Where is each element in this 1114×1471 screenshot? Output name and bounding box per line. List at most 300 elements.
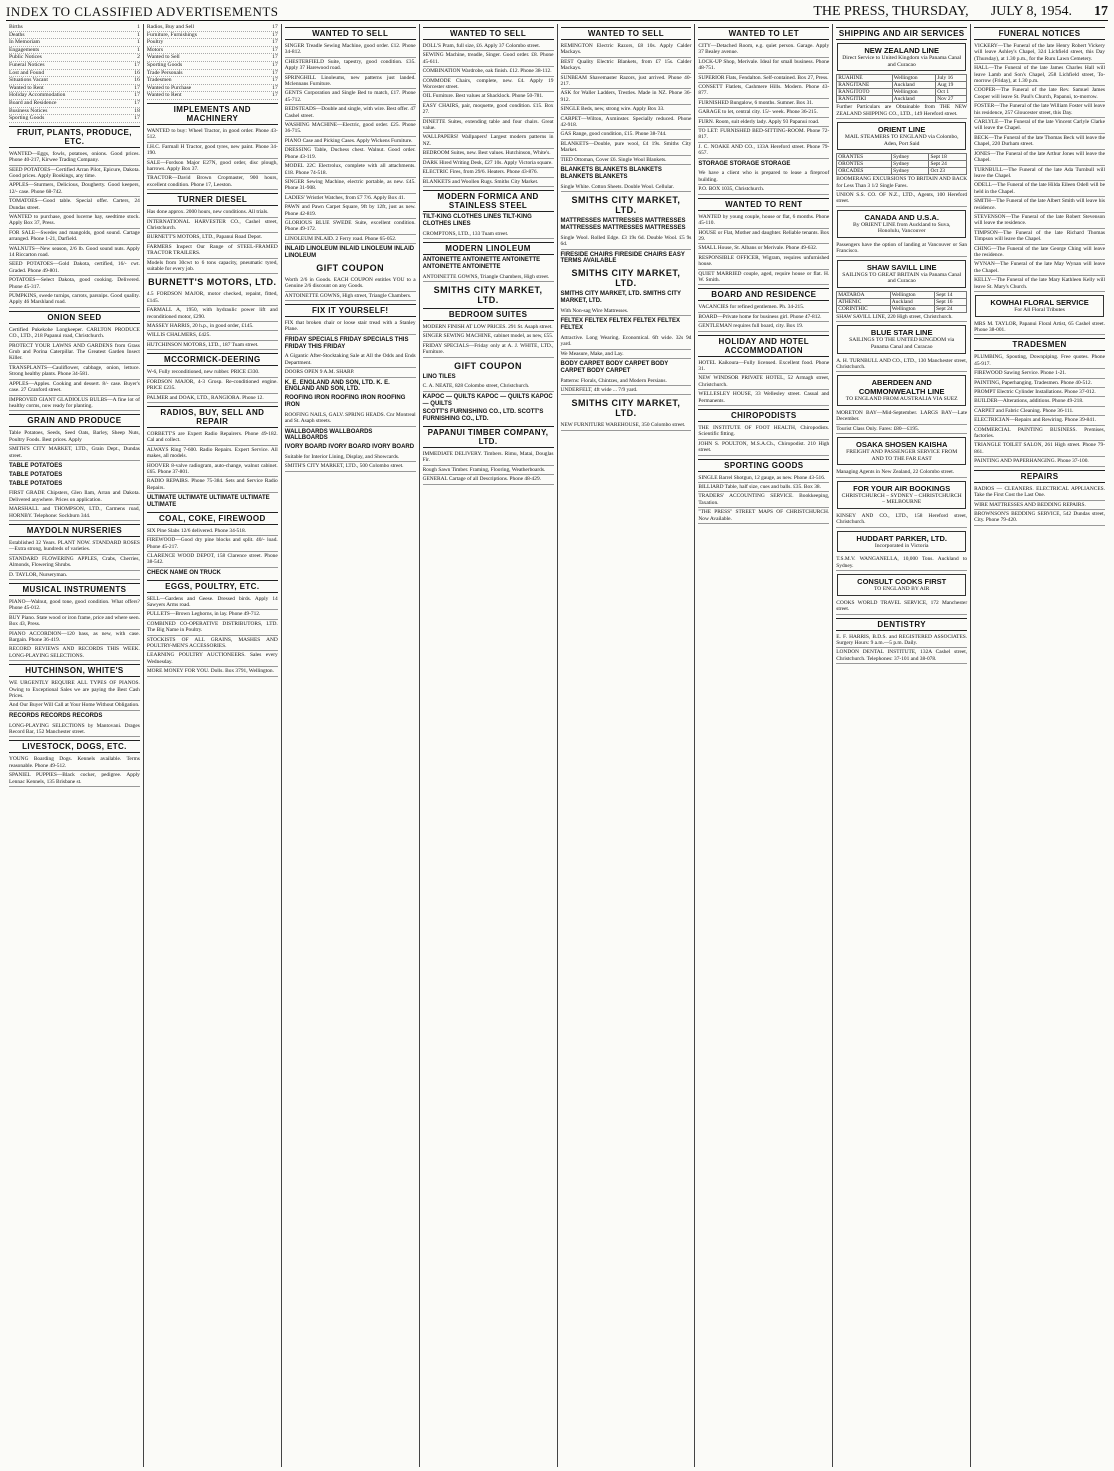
classified-ad: PROMPT Electric Cylinder Installations. Phone 37-012. — [974, 388, 1105, 397]
classified-ad: SMITH'S CITY MARKET, LTD., 500 Colombo street. — [285, 462, 416, 471]
index-entry — [147, 54, 278, 62]
classified-ad: GENERAL Cartage of all Descriptions. Phone 48-429. — [423, 475, 554, 484]
classified-ad: ALWAYS Ring 7-600. Radio Repairs. Expert Service. All makes, all models. — [147, 446, 278, 462]
advertiser-name: SMITHS CITY MARKET, LTD. — [433, 284, 543, 305]
classified-ad: TURNBULL—The Funeral of the late Ada Turnbull will leave the Chapel. — [974, 166, 1105, 182]
advertiser-name: SMITHS CITY MARKET, LTD. — [571, 398, 681, 419]
classified-ad: WANTED to purchase, good lucerne hay, seedtime stock. Apply Box 37, Press. — [9, 213, 140, 229]
section-heading: SHIPPING AND AIR SERVICES — [836, 27, 967, 40]
classified-ad: BLANKETS and Woollen Rugs. Smiths City Market. — [423, 178, 554, 187]
classified-ad: A Gigantic After-Stocktaking Sale at All the Odds and Ends Department. — [285, 352, 416, 368]
classified-ad: LINOLEUM INLAID. 2 Ferry road. Phone 65-052. — [285, 235, 416, 244]
index-page: 16 — [134, 77, 140, 84]
display-ad-line: TILT-KING CLOTHES LINES TILT-KING CLOTHES LINES — [422, 213, 532, 227]
sailing-row — [837, 96, 967, 103]
column-3 — [282, 24, 420, 1467]
classified-ad: BUY Piano. State wood or iron frame, price and where seen. Box 43, Press. — [9, 614, 140, 630]
index-entry — [9, 62, 140, 70]
section-heading: REPAIRS — [974, 470, 1105, 483]
boxed-ad — [837, 531, 966, 553]
index-label: Trade Personals — [146, 69, 183, 76]
column-4 — [420, 24, 558, 1467]
classified-ad: Single Wool. Rolled Edge. £3 19s 6d. Double Wool. £5 9s 6d. — [561, 234, 692, 250]
boxed-ad-heading: HUDDART PARKER, LTD. — [856, 533, 947, 543]
publication-name: THE PRESS, THURSDAY, — [813, 4, 969, 19]
classified-ad: COMBINED CO-OPERATIVE DISTRIBUTORS, LTD. The Big Name in Poultry. — [147, 620, 278, 636]
classified-ad: THE INSTITUTE OF FOOT HEALTH, Chiropodists. Scientific fitting. — [698, 424, 829, 440]
display-ad-line: TABLE POTATOES — [9, 471, 63, 478]
classified-ad: LONG-PLAYING SELECTIONS by Mantovani. Drages Record Bar, 152 Manchester street. — [9, 722, 140, 738]
classified-ad: SMITH—The Funeral of the late Albert Smith will leave his residence. — [974, 197, 1105, 213]
section-heading: EGGS, POULTRY, ETC. — [147, 580, 278, 593]
classified-ad: WE URGENTLY REQUIRE ALL TYPES OF PIANOS. Owing to Exceptional Sales we are paying the Best Cash Prices. — [9, 679, 140, 701]
classified-ad: DOORS OPEN 9 A.M. SHARP. — [285, 368, 416, 377]
column-1 — [6, 24, 144, 1467]
sailing-cell: Sydney — [892, 168, 929, 175]
index-page: 17 — [272, 39, 278, 46]
classified-ad: SHAW SAVILL LINE, 220 High street, Christchurch. — [836, 313, 967, 322]
classified-ad: PIANO ACCORDION—120 bass, as new, with case. Bargain. Phone 36-419. — [9, 630, 140, 646]
index-entry — [9, 47, 140, 55]
section-heading: FIX IT YOURSELF! — [285, 304, 416, 317]
boxed-ad-body: FREIGHT AND PASSENGER SERVICE FROM AND TO THE FAR EAST — [846, 449, 958, 462]
index-entry — [9, 39, 140, 47]
classified-ad: GARAGE to let, central city. 15/- week. Phone 36-215. — [698, 108, 829, 117]
section-heading: BEDROOM SUITES — [423, 308, 554, 321]
classified-ad: MASSEY HARRIS, 20 h.p., in good order, £145. — [147, 322, 278, 331]
classified-ad: SEED POTATOES—Gold Dakota, certified, 16/- cwt. Graded. Phone 49-801. — [9, 260, 140, 276]
classified-ad: INTERNATIONAL HARVESTER CO., Cashel street, Christchurch. — [147, 218, 278, 234]
classified-ad: CARPET—Wilton, Axminster. Specially reduced. Phone 42-918. — [561, 115, 692, 131]
sailing-cell: July 16 — [936, 75, 967, 82]
index-page: 18 — [134, 107, 140, 114]
classified-ad: SMITH'S CITY MARKET, LTD., Grain Dept., Dundas street. — [9, 445, 140, 461]
classified-ad: HOTEL Kaikoura—Fully licensed. Excellent food. Phone 31. — [698, 359, 829, 375]
classified-ad: JOHN S. POULTON, M.S.A.Ch., Chiropodist. 210 High street. — [698, 440, 829, 456]
index-heading: INDEX TO CLASSIFIED ADVERTISEMENTS — [6, 4, 279, 19]
classified-ad: COOPER—The Funeral of the late Rev. Samuel James Cooper will leave St. Paul's Church, Papanui, to-morrow. — [974, 86, 1105, 102]
index-page: 2 — [137, 54, 140, 61]
section-heading: RADIOS, BUY, SELL AND REPAIR — [147, 406, 278, 428]
classified-ad: FIRST GRADE Chipsters, Glen Ilam, Arran and Dakota. Delivered anywhere. Prices on application. — [9, 489, 140, 505]
sailing-cell: Sept 24 — [935, 306, 967, 313]
sailing-cell: Wellington — [892, 89, 935, 96]
classified-ad: GENTLEMAN requires full board, city. Box 19. — [698, 322, 829, 331]
sailing-cell: Sydney — [892, 154, 929, 161]
classified-ad: TO LET: FURNISHED BED-SITTING-ROOM. Phone 72-817. — [698, 127, 829, 143]
index-label: Business Notices — [9, 107, 48, 114]
classified-ad: FORDSON MAJOR, 4-3 Grosp. Re-conditioned engine. PRICE £235. — [147, 378, 278, 394]
classified-ad: VACANCIES for refined gentlemen. Ph. 34-215. — [698, 303, 829, 312]
sailing-cell: Sydney — [892, 161, 929, 168]
classified-columns — [6, 24, 1108, 1467]
sailing-table — [836, 291, 967, 313]
classified-ad: 4.5 FORDSON MAJOR, motor checked, repaint, fitted, £145. — [147, 290, 278, 306]
boxed-ad — [837, 437, 966, 465]
classified-ad: KINSEY AND CO., LTD., 158 Hereford street, Christchurch. — [836, 512, 967, 528]
index-entry — [9, 32, 140, 40]
classified-ad: FIX that broken chair or loose stair tread with a Stanley Plane. — [285, 319, 416, 335]
section-heading: IMPLEMENTS AND MACHINERY — [147, 103, 278, 125]
sailing-cell: MATAROA — [837, 292, 891, 299]
sailing-cell: Wellington — [890, 306, 934, 313]
index-entry — [9, 70, 140, 78]
boxed-ad-body: SAILINGS TO GREAT BRITAIN via Panama Canal and Curacao — [842, 271, 962, 285]
boxed-ad — [837, 325, 966, 353]
classified-ad: YOUNG Boarding Dogs. Kennels available. Terms reasonable. Phone 49-512. — [9, 755, 140, 771]
display-ad-line: RECORDS RECORDS RECORDS — [9, 712, 103, 719]
classified-ad: PULLETS—Brown Leghorns, in lay. Phone 49-712. — [147, 610, 278, 619]
classified-ad: ANTOINETTE GOWNS, High street, Triangle Chambers. — [285, 292, 416, 301]
classified-ad: BEST Quality Electric Blankets, from £7 15s. Calder Mackays. — [561, 58, 692, 74]
sailing-cell: Nov 27 — [936, 96, 967, 103]
sailing-row — [837, 75, 967, 82]
boxed-ad-heading: FOR YOUR AIR BOOKINGS — [853, 483, 951, 493]
index-page: 17 — [134, 115, 140, 122]
classified-ad: SEWING Machine, treadle, Singer. Good order. £8. Phone 45-611. — [423, 51, 554, 67]
index-entry — [147, 62, 278, 70]
page-number: 17 — [1094, 4, 1108, 19]
index-entry — [147, 32, 278, 40]
section-heading: CHIROPODISTS — [698, 409, 829, 422]
boxed-ad-heading: CANADA AND U.S.A. — [864, 212, 939, 222]
classified-ad: WANTED to buy: Wheel Tractor, in good order. Phone 43-512. — [147, 127, 278, 143]
sailing-cell: RANGITIKI — [837, 96, 893, 103]
classified-ad: PIANO—Walnut, good tone, good condition. What offers? Phone 45-012. — [9, 598, 140, 614]
boxed-ad — [837, 260, 966, 288]
index-entry — [9, 77, 140, 85]
display-ad-line: TABLE POTATOES — [9, 462, 63, 469]
classified-ad: SINGLE Beds, new, strong wire. Apply Box 33. — [561, 105, 692, 114]
classified-index — [147, 24, 278, 100]
classified-ad: WANTED—Eggs, fowls, potatoes, onions. Good prices. Phone 40-217, Kirwee Trading Company. — [9, 150, 140, 166]
classified-ad: SIX Pine Slabs 12/6 delivered. Phone 34-518. — [147, 527, 278, 536]
classified-ad: OIL Furniture. Best values at Shacklock. Phone 50-781. — [423, 92, 554, 101]
boxed-ad-heading: CONSULT COOKS FIRST — [857, 577, 947, 587]
index-page: 17 — [134, 99, 140, 106]
classified-ad: FARMALL A, 1950, with hydraulic power lift and reconditioned motor, £290. — [147, 306, 278, 322]
index-page: 17 — [272, 31, 278, 38]
classified-ad: SEED POTATOES—Certified Arran Pilot, Epicure, Dakota. Good prices. Apply Bookings, any time. — [9, 166, 140, 182]
boxed-ad-body: MAIL STEAMERS TO ENGLAND via Colombo, Aden, Port Said — [844, 134, 959, 147]
boxed-ad-heading: KOWHAI FLORAL SERVICE — [990, 298, 1089, 307]
index-page: 17 — [272, 84, 278, 91]
boxed-ad — [837, 210, 966, 238]
classified-ad: STEVENSON—The Funeral of the late Robert Stevenson will leave the residence. — [974, 213, 1105, 229]
classified-ad: BOOMERANG EXCURSIONS TO BRITAIN AND BACK for Less Than 3 1/2 Single Fares. — [836, 175, 967, 191]
boxed-ad — [837, 481, 966, 509]
classified-ad: T.S.M.V. WANGANELLA, 10,000 Tons. Auckland to Sydney. — [836, 555, 967, 571]
sailing-row — [837, 292, 967, 299]
classified-ad: And Our Buyer Will Call at Your Home Without Obligation. — [9, 701, 140, 710]
classified-ad: CROMPTONS, LTD., 133 Tuam street. — [423, 230, 554, 239]
index-label: In Memoriam — [9, 39, 40, 46]
sailing-cell: Wellington — [892, 75, 935, 82]
section-heading: GRAIN AND PRODUCE — [9, 414, 140, 427]
classified-ad: GLORIOUS BLUE SWEDE Suite, excellent condition. Phone 49-172. — [285, 219, 416, 235]
classified-ad: FURNISHED Bungalow, 6 months. Sumner. Box 31. — [698, 99, 829, 108]
classified-ad: POTATOES—Select Dakota, good cooking. Delivered. Phone 45-317. — [9, 276, 140, 292]
section-heading: WANTED TO RENT — [698, 198, 829, 211]
index-page: 17 — [272, 54, 278, 61]
boxed-ad-body: Incorporated in Victoria — [874, 542, 929, 549]
classified-ad: Tourist Class Only. Fares: £80—£195. — [836, 425, 967, 434]
sailing-cell: ORONTES — [837, 161, 892, 168]
classified-ad: STOCKISTS OF ALL GRAINS, MASHES AND POULTRY-MEN'S ACCESSORIES. — [147, 636, 278, 652]
section-heading: HOLIDAY AND HOTEL ACCOMMODATION — [698, 335, 829, 357]
boxed-ad — [837, 375, 966, 406]
classified-ad: APPLES—Sturmers, Delicious, Dougherty. Good keepers, 12/- case. Phone 68-742. — [9, 181, 140, 197]
boxed-ad-body: For All Floral Tributes — [1014, 307, 1065, 313]
classified-ad: MORETON BAY—Mid-September. LARGS BAY—Late December. — [836, 409, 967, 425]
display-ad-line: SMITHS CITY MARKET, LTD. SMITHS CITY MARKET, LTD. — [560, 291, 681, 304]
classified-ad: HUTCHINSON MOTORS, LTD., 187 Tuam street. — [147, 341, 278, 350]
boxed-ad — [837, 574, 966, 596]
index-label: Wanted to Rent — [146, 92, 182, 99]
display-ad-line: INLAID LINOLEUM INLAID LINOLEUM INLAID LINOLEUM — [284, 246, 415, 259]
classified-ad: FOR SALE—Swedes and mangolds, good sound. Cartage arranged. Phone 1-21, Darfield. — [9, 229, 140, 245]
classified-ad: PAINTING AND PAPERHANGING. Phone 37-100. — [974, 457, 1105, 466]
sailing-row — [837, 161, 967, 168]
column-6 — [695, 24, 833, 1467]
classified-ad: Patterns: Florals, Chintzes, and Modern Persians. — [561, 377, 692, 386]
advertiser-name: SMITHS CITY MARKET, LTD. — [571, 195, 681, 216]
classified-ad: Models from 30cwt to 6 tons capacity, pneumatic tyred, suitable for every job. — [147, 259, 278, 275]
boxed-ad-body: TO ENGLAND BY AIR — [873, 586, 930, 593]
index-label: Public Notices — [9, 54, 42, 61]
classified-ad: NEW WINDSOR PRIVATE HOTEL, 52 Armagh street, Christchurch. — [698, 374, 829, 390]
classified-ad: RESPONSIBLE OFFICER, Wigram, requires unfurnished house. — [698, 254, 829, 270]
classified-ad: ROOFING NAILS, GALV. SPRING HEADS. Cnr Montreal and St. Asaph streets. — [285, 411, 416, 427]
sailing-cell: Auckland — [892, 82, 935, 89]
classified-ad: STANDARD FLOWERING APPLES, Crabs, Cherries, Almonds, Flowering Shrubs. — [9, 555, 140, 571]
index-page: 1 — [137, 46, 140, 53]
classified-ad: Worth 2/6 in Goods. EACH COUPON entitles YOU to a Genuine 2/6 discount on any Goods. — [285, 276, 416, 292]
sailing-cell: ORANTES — [837, 154, 892, 161]
classified-ad: APPLES—Apples. Cooking and dessert. 8/- case. Buyer's case. 27 Cranford street. — [9, 380, 140, 396]
classified-ad: DOLL'S Pram, full size, £6. Apply 37 Colombo street. — [423, 42, 554, 51]
index-entry — [147, 39, 278, 47]
classified-ad: QUIET MARRIED couple, aged, require house or flat. H. W. Smith. — [698, 270, 829, 286]
index-page: 17 — [272, 46, 278, 53]
classified-ad: Single White. Cotton Sheets. Double Wool. Cellular. — [561, 183, 692, 192]
classified-ad: W-6, Fully reconditioned, new rubber. PRICE £330. — [147, 368, 278, 377]
classified-ad: PIANO Case and Picking Cases. Apply Wickens Furniture. — [285, 137, 416, 146]
index-entry — [147, 77, 278, 85]
classified-ad: UNION S.S. CO. OF N.Z., LTD., Agents, 100 Hereford street. — [836, 191, 967, 207]
section-heading: DENTISTRY — [836, 618, 967, 631]
classified-ad: SPANIEL PUPPIES—Black cocker, pedigree. Apply Lennac Kennels, 135 Brisbane st. — [9, 771, 140, 787]
classified-ad: FIREWOOD Sawing Service. Phone 1-21. — [974, 369, 1105, 378]
classified-ad: VICKERY—The Funeral of the late Henry Robert Vickery will leave Ashley's Chapel, 324 Lichfield street, this Day (Thursday), at 1.30 p.m., for the Ruru Lawn Cemetery. — [974, 42, 1105, 64]
boxed-ad-body: By ORIENT LINE from Auckland to Suva, Honolulu, Vancouver — [853, 221, 951, 235]
sailing-cell: ATHENIC — [837, 299, 891, 306]
classified-ad: WASHING MACHINE—Electric, good order. £25. Phone 36-715. — [285, 121, 416, 137]
classified-ad: COMMERCIAL PAINTING BUSINESS. Premises, factories. — [974, 426, 1105, 442]
classified-ad: BILLIARD Table, half size, cues and balls. £35. Box 38. — [698, 483, 829, 492]
classified-ad: DINETTE Suites, extending table and four chairs. Great value. — [423, 118, 554, 134]
classified-ad: IMPROVED GIANT GLADIOLUS BULBS—A fine lot of healthy corms, now ready for planting. — [9, 396, 140, 412]
classified-ad: MODEL 22C Electrolux, complete with all attachments. £18. Phone 74-518. — [285, 162, 416, 178]
section-heading: PAPANUI TIMBER COMPANY, LTD. — [423, 426, 554, 448]
classified-ad: BUILDER—Alterations, additions. Phone 49-218. — [974, 397, 1105, 406]
classified-ad: LEARNING POULTRY AUCTIONEERS. Sales every Wednesday. — [147, 651, 278, 667]
classified-ad: HOUSE or Flat, Mother and daughter. Reliable tenants. Box 29. — [698, 229, 829, 245]
index-label: Board and Residence — [9, 99, 57, 106]
classified-ad: COOKS WORLD TRAVEL SERVICE, 172 Manchester street. — [836, 599, 967, 615]
classified-ad: Further Particulars are Obtainable from THE NEW ZEALAND SHIPPING CO., LTD., 149 Hereford street. — [836, 103, 967, 119]
section-heading: LIVESTOCK, DOGS, ETC. — [9, 740, 140, 753]
classified-ad: MODERN FINISH AT LOW PRICES. 291 St. Asaph street. — [423, 323, 554, 332]
display-ad-line: CHECK NAME ON TRUCK — [146, 569, 221, 576]
classified-ad: With Non-sag Wire Mattresses. — [561, 307, 692, 316]
sailing-cell: Sept 18 — [929, 154, 967, 161]
classified-ad: Certified Pukekohe Longkeeper. CARLTON PRODUCE CO., LTD., 218 Papanui road, Christchurch. — [9, 326, 140, 342]
index-entry — [147, 85, 278, 93]
display-ad-line: FELTEX FELTEX FELTEX FELTEX FELTEX FELTEX — [560, 318, 680, 331]
classified-ad: SUPERIOR Flats, Fendalton. Self-contained. Box 27, Press. — [698, 74, 829, 83]
classified-ad: We Measure, Make, and Lay. — [561, 350, 692, 359]
index-page: 17 — [272, 92, 278, 99]
index-page: 1 — [137, 39, 140, 46]
classified-ad: BURNETT'S MOTORS, LTD., Papanui Road Depot. — [147, 233, 278, 242]
index-label: Funeral Notices — [9, 61, 45, 68]
sailing-cell: RANGITOTO — [837, 89, 893, 96]
classified-ad: Established 32 Years. PLANT NOW. STANDARD ROSES—Extra strong, hundreds of varieties. — [9, 539, 140, 555]
section-heading: BOARD AND RESIDENCE — [698, 288, 829, 301]
classified-ad: Managing Agents in New Zealand, 22 Colombo street. — [836, 468, 967, 477]
classified-ad: DARK Hired Writing Desk, £27 10s. Apply Victoria square. — [423, 159, 554, 168]
index-entry — [147, 70, 278, 78]
classified-ad: Has done approx. 2000 hours, new conditions. All trials. — [147, 208, 278, 217]
display-ad-line: MATTRESSES MATTRESSES MATTRESSES MATTRESSES MATTRESSES MATTRESSES — [560, 218, 686, 231]
classified-ad: WILLIS CHALMERS, £425. — [147, 331, 278, 340]
display-ad-line: BODY CARPET BODY CARPET BODY CARPET BODY CARPET — [560, 360, 669, 374]
display-ad-line: KAPOC — QUILTS KAPOC — QUILTS KAPOC — QUILTS — [422, 393, 553, 407]
classified-ad: Passengers have the option of landing at Vancouver or San Francisco. — [836, 241, 967, 257]
section-heading: MUSICAL INSTRUMENTS — [9, 583, 140, 596]
classified-index — [9, 24, 140, 123]
classified-ad: BROWNSON'S BEDDING SERVICE, 542 Dundas street, City. Phone 79-420. — [974, 510, 1105, 526]
index-page: 17 — [272, 77, 278, 84]
sailing-row — [837, 306, 967, 313]
index-label: Sporting Goods — [9, 115, 45, 122]
index-label: Wanted to Rent — [9, 84, 44, 91]
classified-ad: TOMATOES—Good table. Special offer. Carters, 24 Dundas street. — [9, 197, 140, 213]
classified-ad: COMMODE Chairs, complete, new. £4. Apply 19 Worcester street. — [423, 77, 554, 93]
classified-ad: Suitable for Interior Lining, Display, and Showcards. — [285, 453, 416, 462]
section-heading: TRADESMEN — [974, 338, 1105, 351]
classified-ad: SALE—Fordson Major E27N, good order, disc plough, harrows. Apply Box 37. — [147, 159, 278, 175]
classified-ad: KELLY—The Funeral of the late Mary Kathleen Kelly will leave St. Mary's Church. — [974, 276, 1105, 292]
classified-ad: GAS Range, good condition, £15. Phone 38-744. — [561, 130, 692, 139]
section-heading: WANTED TO SELL — [423, 27, 554, 40]
index-entry — [147, 24, 278, 32]
classified-ad: BEDROOM Suites, new. Best values. Hutchinson, White's. — [423, 149, 554, 158]
index-entry — [9, 85, 140, 93]
classified-ad: PUMPKINS, swede turnips, carrots, parsnips. Good quality. Apply 46 Marshland road. — [9, 292, 140, 308]
section-heading: MCCORMICK-DEERING — [147, 353, 278, 366]
classified-ad: ASK for Waller Ladders, Trestles. Made in NZ. Phone 36-912. — [561, 89, 692, 105]
column-5 — [558, 24, 696, 1467]
section-heading: MAYDOLN NURSERIES — [9, 524, 140, 537]
classified-ad: DRESSING Table, Duchess chest. Walnut. Good order. Phone 43-119. — [285, 146, 416, 162]
classified-ad: WALNUTS—New season, 2/6 lb. Good sound nuts. Apply 14 Riccarton road. — [9, 245, 140, 261]
section-heading: COAL, COKE, FIREWOOD — [147, 512, 278, 525]
classified-ad: CLARENCE WOOD DEPOT, 158 Clarence street. Phone 38-542. — [147, 552, 278, 568]
classified-ad: PAINTING, Paperhanging. Tradesmen. Phone 40-512. — [974, 379, 1105, 388]
sailing-cell: Auckland — [892, 96, 935, 103]
display-ad-line: STORAGE STORAGE STORAGE — [698, 160, 791, 167]
column-2 — [144, 24, 282, 1467]
classified-ad: Rough Sawn Timber. Framing, Flooring, Weatherboards. — [423, 466, 554, 475]
classified-ad: C. A. NEATE, 828 Colombo street, Christchurch. — [423, 382, 554, 391]
sailing-cell: Auckland — [890, 299, 934, 306]
index-entry — [147, 47, 278, 55]
classified-ad: WYNAN—The Funeral of the late May Wynan will leave the Chapel. — [974, 260, 1105, 276]
classified-ad: CORBETT'S are Expert Radio Repairers. Phone 49-182. Cal and collect. — [147, 430, 278, 446]
index-page: 17 — [272, 61, 278, 68]
display-ad-line: TABLE POTATOES — [9, 480, 63, 487]
display-ad-line: ROOFING IRON ROOFING IRON ROOFING IRON — [284, 395, 406, 408]
classified-ad: CHING—The Funeral of the late George Ching will leave the residence. — [974, 245, 1105, 261]
section-heading: MODERN FORMICA AND STAINLESS STEEL — [423, 190, 554, 212]
advertiser-name: BURNETT'S MOTORS, LTD. — [148, 277, 277, 288]
classified-ad: E. F. HARRIS, B.D.S. and REGISTERED ASSOCIATES. Surgery Hours: 9 a.m.—5 p.m. Daily. — [836, 633, 967, 649]
index-page: 16 — [134, 69, 140, 76]
index-entry — [147, 92, 278, 100]
sailing-cell: Oct 1 — [936, 89, 967, 96]
index-page: 17 — [272, 24, 278, 30]
classified-ad: ODELL—The Funeral of the late Hilda Eileen Odell will be held in the Chapel. — [974, 181, 1105, 197]
classified-ad: SINGER SEWING MACHINE, cabinet model, as new, £55. — [423, 332, 554, 341]
index-label: Engagements — [9, 46, 40, 53]
classified-ad: TIMPSON—The Funeral of the late Richard Thomas Timpson will leave the Chapel. — [974, 229, 1105, 245]
boxed-ad-heading: ORIENT LINE — [877, 125, 926, 134]
advertiser-name: GIFT COUPON — [454, 360, 523, 371]
index-page: 17 — [272, 69, 278, 76]
sailing-cell: RANGITANE — [837, 82, 893, 89]
classified-ad: CARLYLE—The Funeral of the late Vincent Carlyle Clarke will leave the Chapel. — [974, 118, 1105, 134]
classified-ad: "THE PRESS" STREET MAPS OF CHRISTCHURCH. Now Available. — [698, 508, 829, 524]
classified-ad: PALMER and DOAK, LTD., RANGIORA. Phone 12. — [147, 394, 278, 403]
index-page: 17 — [134, 61, 140, 68]
advertiser-name: SMITHS CITY MARKET, LTD. — [571, 268, 681, 289]
classified-ad: MORE MONEY FOR YOU. Dolls. Box 3791, Wellington. — [147, 667, 278, 676]
sailing-row — [837, 299, 967, 306]
sailing-table — [836, 74, 967, 103]
sailing-row — [837, 168, 967, 175]
boxed-ad-heading: BLUE STAR LINE — [870, 328, 933, 338]
classified-ad: BEDSTEADS—Double and single, with wire. Best offer. 47 Cashel street. — [285, 105, 416, 121]
sailing-cell: Wellington — [890, 292, 934, 299]
classified-ad: CITY—Detached Room, e.g. quiet person. Garage. Apply 37 Bealey avenue. — [698, 42, 829, 58]
boxed-ad — [837, 122, 966, 150]
sailing-cell: Aug 19 — [936, 82, 967, 89]
boxed-ad-body: TO ENGLAND FROM AUSTRALIA VIA SUEZ — [845, 396, 958, 403]
sailing-row — [837, 89, 967, 96]
index-label: Radios, Buy and Sell — [146, 24, 195, 30]
index-entry — [9, 54, 140, 62]
display-ad-line: ULTIMATE ULTIMATE ULTIMATE ULTIMATE ULTIMATE — [146, 495, 270, 508]
classified-ad: RADIOS — CLEANERS. ELECTRICAL APPLIANCES. Take the First Cost the Last One. — [974, 485, 1105, 501]
classified-ad: SINGER Treadle Sewing Machine, good order. £12. Phone 34-812. — [285, 42, 416, 58]
section-heading: TURNER DIESEL — [147, 193, 278, 206]
classified-ad: LOCK-UP Shop, Merivale. Ideal for small business. Phone 48-751. — [698, 58, 829, 74]
index-label: Wanted to Purchase — [146, 84, 192, 91]
classified-ad: NEW FURNITURE WAREHOUSE, 350 Colombo street. — [561, 421, 692, 430]
index-page: 17 — [134, 92, 140, 99]
